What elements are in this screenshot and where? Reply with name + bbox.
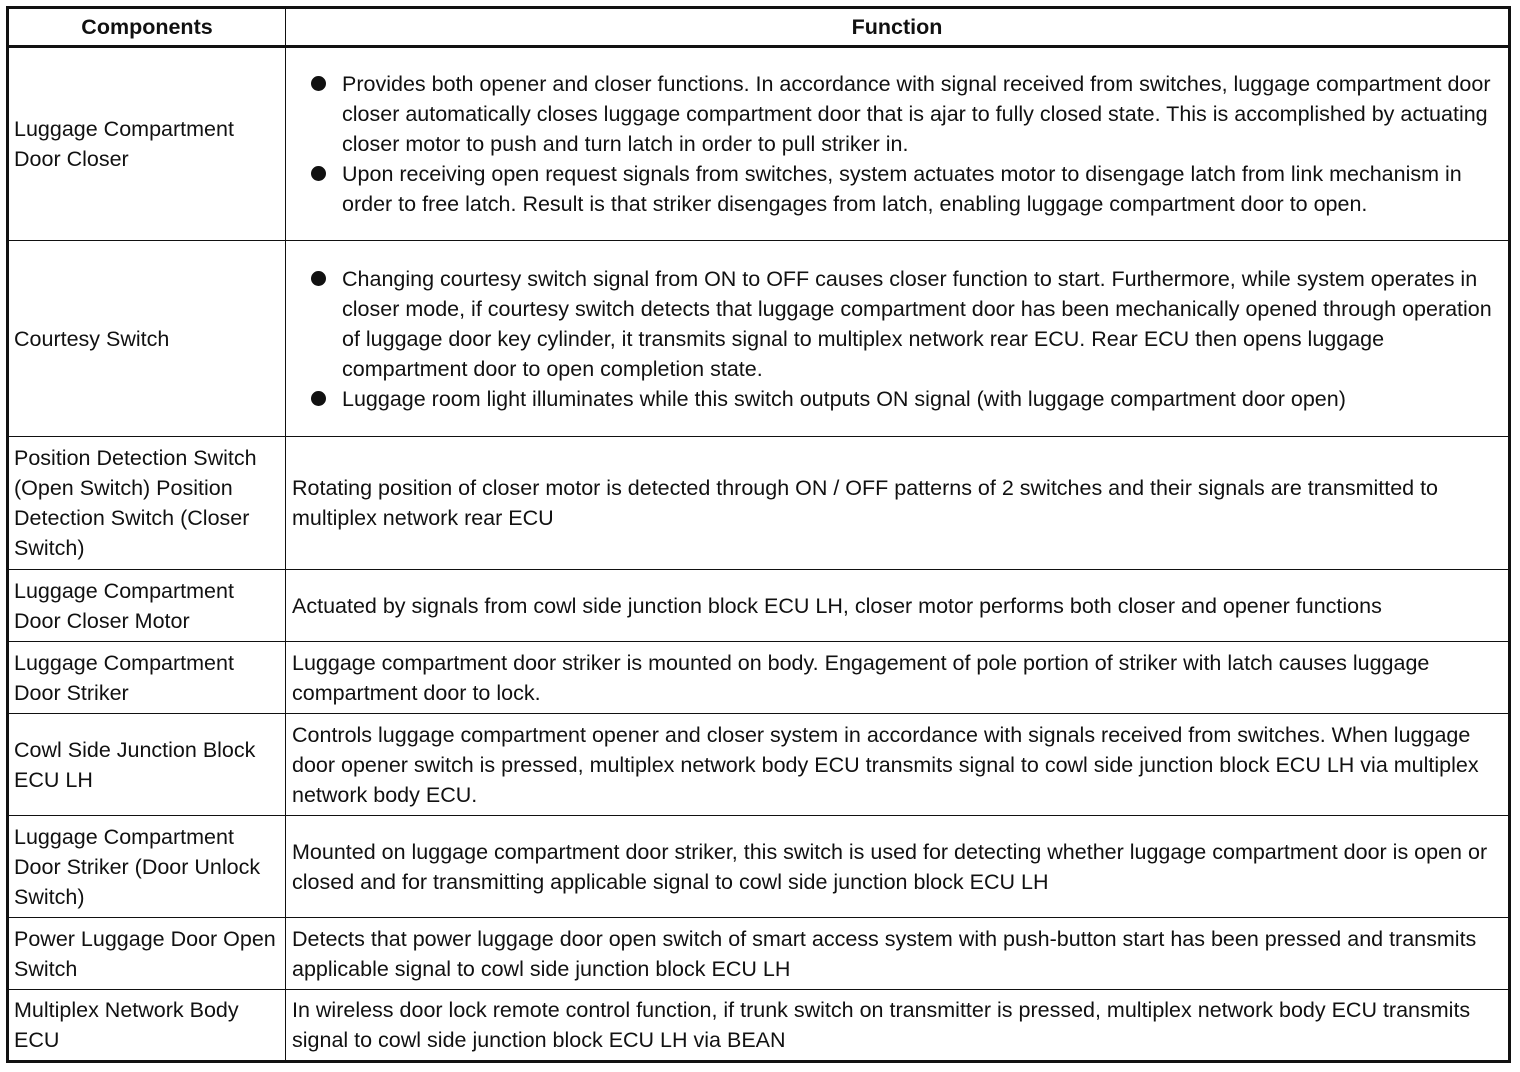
component-cell: Luggage Compartment Door Striker [8,642,286,714]
function-cell: Mounted on luggage compartment door striker, this switch is used for detecting whether luggage compartment door is open or closed and for transmitting applicable signal to cowl side junction block ECU LH [286,816,1510,918]
table-row [8,714,1510,816]
header-function: Function [286,8,1510,47]
bullet-icon [311,391,326,406]
function-cell: Detects that power luggage door open switch of smart access system with push-button start has been pressed and transmits applicable signal to cowl side junction block ECU LH [286,918,1510,990]
bullet-text: Luggage room light illuminates while this switch outputs ON signal (with luggage compartment door open) [342,386,1346,411]
table-row [8,642,1510,714]
function-cell: In wireless door lock remote control function, if trunk switch on transmitter is pressed, multiplex network body ECU transmits signal to cowl side junction block ECU LH via BEAN [286,990,1510,1062]
bullet-icon [311,76,326,91]
function-cell [286,241,1510,437]
bullet-text: Changing courtesy switch signal from ON to OFF causes closer function to start. Furthermore, while system operates in closer mode, if courtesy switch detects that luggage compartment door has been mechanically opened through operation of luggage door key cylinder, it transmits signal to multiplex network rear ECU. Rear ECU then opens luggage compartment door to open completion state. [342,266,1492,381]
bullet-icon [311,271,326,286]
list-item [292,384,1502,414]
list-item [292,264,1502,384]
function-bullet-list [292,69,1502,219]
table-row [8,918,1510,990]
component-cell: Luggage Compartment Door Closer [8,47,286,241]
function-cell: Luggage compartment door striker is mounted on body. Engagement of pole portion of striker with latch causes luggage compartment door to lock. [286,642,1510,714]
list-item [292,159,1502,219]
components-function-table [6,6,1511,1063]
bullet-icon [311,166,326,181]
function-cell: Controls luggage compartment opener and closer system in accordance with signals received from switches. When luggage door opener switch is pressed, multiplex network body ECU transmits signal to cowl side junction block ECU LH via multiplex network body ECU. [286,714,1510,816]
table-row [8,816,1510,918]
function-cell: Rotating position of closer motor is detected through ON / OFF patterns of 2 switches and their signals are transmitted to multiplex network rear ECU [286,437,1510,570]
table-row [8,990,1510,1062]
table-row [8,437,1510,570]
component-cell: Position Detection Switch (Open Switch) Position Detection Switch (Closer Switch) [8,437,286,570]
function-bullet-list [292,264,1502,414]
component-cell: Multiplex Network Body ECU [8,990,286,1062]
function-cell: Actuated by signals from cowl side junction block ECU LH, closer motor performs both closer and opener functions [286,570,1510,642]
table-row [8,570,1510,642]
bullet-text: Upon receiving open request signals from switches, system actuates motor to disengage latch from link mechanism in order to free latch. Result is that striker disengages from latch, enabling luggage compartment door to open. [342,162,1462,216]
component-cell: Power Luggage Door Open Switch [8,918,286,990]
component-cell: Cowl Side Junction Block ECU LH [8,714,286,816]
component-cell: Courtesy Switch [8,241,286,437]
component-cell: Luggage Compartment Door Closer Motor [8,570,286,642]
header-components: Components [8,8,286,47]
header-row [8,8,1510,47]
function-cell [286,47,1510,241]
component-cell: Luggage Compartment Door Striker (Door Unlock Switch) [8,816,286,918]
table-row [8,47,1510,241]
list-item [292,69,1502,159]
table-row [8,241,1510,437]
bullet-text: Provides both opener and closer functions. In accordance with signal received from switches, luggage compartment door closer automatically closes luggage compartment door that is ajar to fully closed state. This is accomplished by actuating closer motor to push and turn latch in order to pull striker in. [342,72,1491,156]
